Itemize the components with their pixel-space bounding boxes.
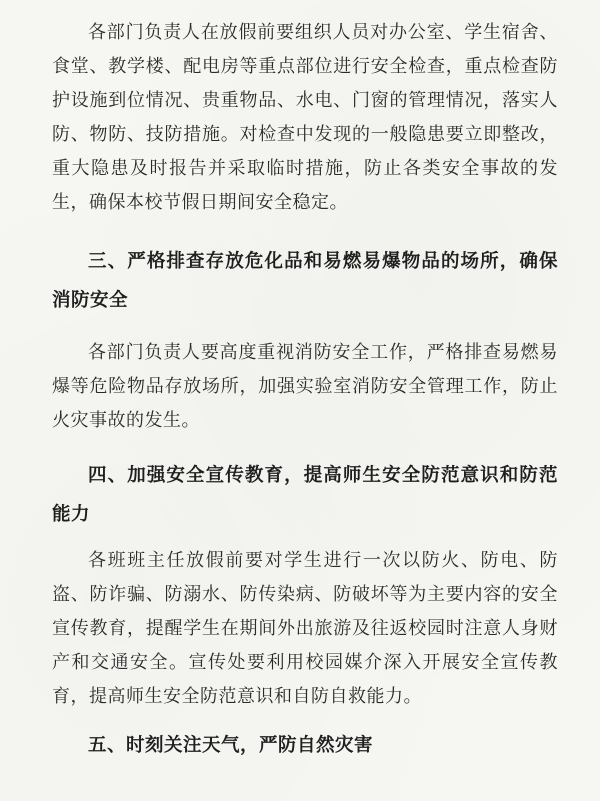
section-heading-5: 五、时刻关注天气，严防自然灾害: [88, 735, 374, 756]
section-heading-3: 三、严格排查存放危化品和易燃易爆物品的场所，确保消防安全: [52, 251, 558, 311]
paragraph-fire-safety: 各部门负责人要高度重视消防安全工作，严格排查易燃易爆等危险物品存放场所，加强实验室消防安全管理工作，防止火灾事故的发生。: [52, 342, 558, 431]
paragraph-safety-education: 各班班主任放假前要对学生进行一次以防火、防电、防盗、防诈骗、防溺水、防传染病、防破坏等为主要内容的安全宣传教育，提醒学生在期间外出旅游及往返校园时注意人身财产和交通安全。宣传处要利用校园媒介深入开展安全宣传教育，提高师生安全防范意识和自防自救能力。: [52, 550, 558, 707]
paragraph-inspection: 各部门负责人在放假前要组织人员对办公室、学生宿舍、食堂、教学楼、配电房等重点部位进行安全检查，重点检查防护设施到位情况、贵重物品、水电、门窗的管理情况，落实人防、物防、技防措施。对检查中发现的一般隐患要立即整改，重大隐患及时报告并采取临时措施，防止各类安全事故的发生，确保本校节假日期间安全稳定。: [52, 22, 558, 213]
section-heading-4: 四、加强安全宣传教育，提高师生安全防范意识和防范能力: [52, 465, 558, 525]
